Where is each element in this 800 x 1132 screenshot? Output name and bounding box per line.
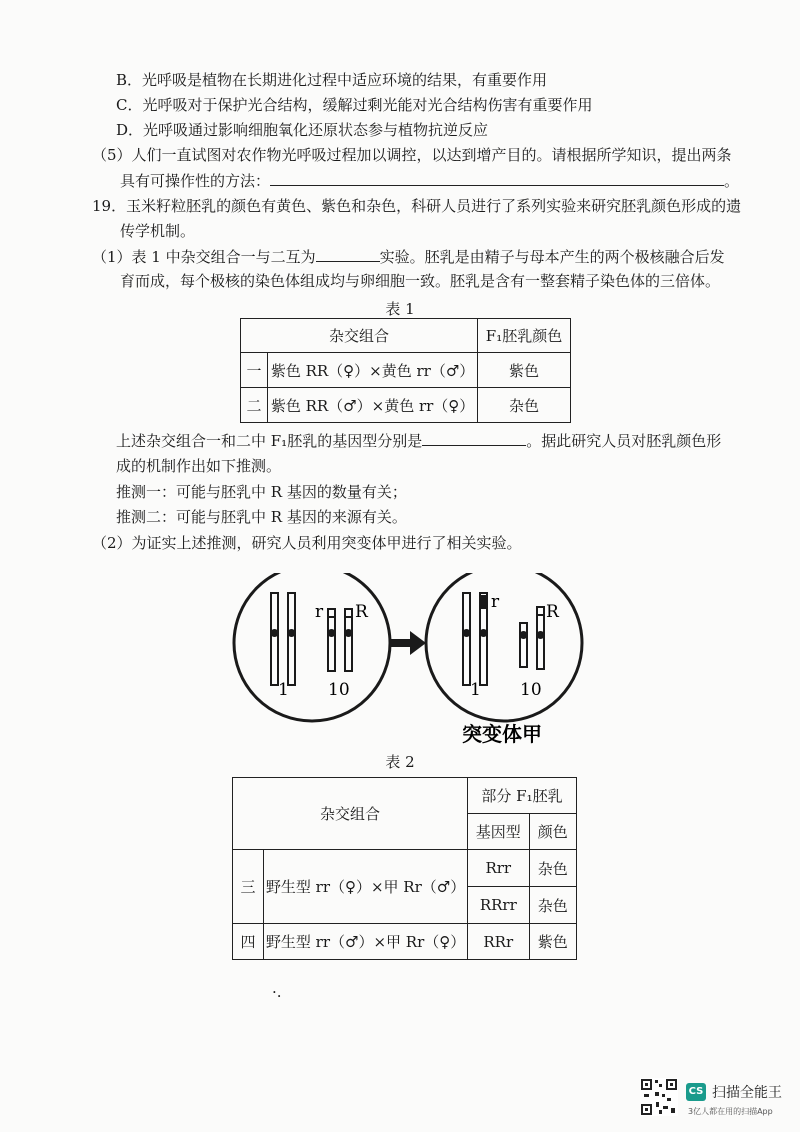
option-d: D．光呼吸通过影响细胞氧化还原状态参与植物抗逆反应 — [116, 121, 489, 139]
chromosome-diagram — [230, 573, 590, 748]
label-chrom-1-left: 1 — [278, 680, 289, 700]
chromosome-10a — [328, 609, 335, 671]
label-r-right: r — [491, 592, 500, 612]
table-1-title: 表 1 — [385, 300, 415, 318]
answer-blank-genotype[interactable] — [422, 430, 526, 446]
table-1-header-cross: 杂交组合 — [241, 319, 478, 353]
scanner-slogan: 3亿人都在用的扫描App — [688, 1107, 773, 1116]
qr-code-icon — [640, 1078, 678, 1116]
label-chrom-1-right: 1 — [470, 680, 481, 700]
guess-1: 推测一：可能与胚乳中 R 基因的数量有关； — [116, 483, 407, 501]
chromosome-1b — [288, 593, 295, 685]
chromosome-1a — [271, 593, 278, 685]
part-2-line: （2）为证实上述推测，研究人员利用突变体甲进行了相关实验。 — [92, 534, 522, 552]
cell-right — [426, 573, 582, 721]
table-row: 四 野生型 rr（♂）×甲 Rr（♀） RRr 紫色 — [233, 924, 577, 960]
option-c: C．光呼吸对于保护光合结构，缓解过剩光能对光合结构伤害有重要作用 — [116, 96, 593, 114]
stray-mark: ·. — [272, 983, 282, 1001]
question-5-line1: （5）人们一直试图对农作物光呼吸过程加以调控，以达到增产目的。请根据所学知识，提出两条 — [92, 146, 732, 164]
cell-left — [234, 573, 390, 721]
table-2-header-color: 颜色 — [529, 814, 576, 850]
table-row: 一 紫色 RR（♀）×黄色 rr（♂） 紫色 — [241, 353, 571, 388]
table-row: 三 野生型 rr（♀）×甲 Rr（♂） Rrr 杂色 — [233, 850, 577, 887]
arrow-icon — [390, 631, 426, 655]
table-row: 二 紫色 RR（♂）×黄色 rr（♀） 杂色 — [241, 388, 571, 423]
table-2 — [232, 777, 577, 960]
answer-blank-1[interactable] — [316, 246, 380, 262]
label-R-left: R — [355, 602, 368, 622]
table-1 — [240, 318, 571, 423]
label-chrom-10-right: 10 — [520, 680, 542, 700]
chromosome-10b — [345, 609, 352, 671]
table-2-header-cross: 杂交组合 — [233, 778, 468, 850]
question-19-line1: 19．玉米籽粒胚乳的颜色有黄色、紫色和杂色，科研人员进行了系列实验来研究胚乳颜色形成的遗 — [92, 197, 742, 215]
after-table-1-line2: 成的机制作出如下推测。 — [116, 457, 282, 475]
scanner-app-name: 扫描全能王 — [712, 1085, 782, 1101]
chromosome-1a-mutant — [463, 593, 470, 685]
cs-logo-icon: CS — [686, 1083, 706, 1101]
part-1-line1: （1）表 1 中杂交组合一与二互为 实验。胚乳是由精子与母本产生的两个极核融合后发 — [92, 248, 725, 266]
label-r-left: r — [315, 602, 324, 622]
table-2-header-part: 部分 F₁胚乳 — [468, 778, 577, 814]
table-row: RRrr 杂色 — [233, 887, 577, 924]
table-1-header-color: F₁胚乳颜色 — [478, 319, 571, 353]
after-table-1-line1: 上述杂交组合一和二中 F₁胚乳的基因型分别是 。据此研究人员对胚乳颜色形 — [116, 432, 722, 450]
question-5-line2: 具有可操作性的方法： 。 — [120, 172, 740, 190]
option-b: B．光呼吸是植物在长期进化过程中适应环境的结果，有重要作用 — [116, 71, 548, 89]
table-2-title: 表 2 — [385, 753, 415, 771]
diagram-caption: 突变体甲 — [462, 722, 542, 746]
chromosome-10a-mutant — [520, 623, 527, 667]
answer-blank-5[interactable] — [270, 170, 724, 186]
table-2-header-gene: 基因型 — [468, 814, 530, 850]
question-19-line2: 传学机制。 — [120, 222, 196, 240]
label-chrom-10-left: 10 — [328, 680, 350, 700]
label-R-right: R — [546, 602, 559, 622]
guess-2: 推测二：可能与胚乳中 R 基因的来源有关。 — [116, 508, 407, 526]
part-1-line2: 育而成，每个极核的染色体组成均与卵细胞一致。胚乳是含有一整套精子染色体的三倍体。 — [120, 272, 721, 290]
question-5-prompt: 具有可操作性的方法： — [120, 172, 271, 190]
